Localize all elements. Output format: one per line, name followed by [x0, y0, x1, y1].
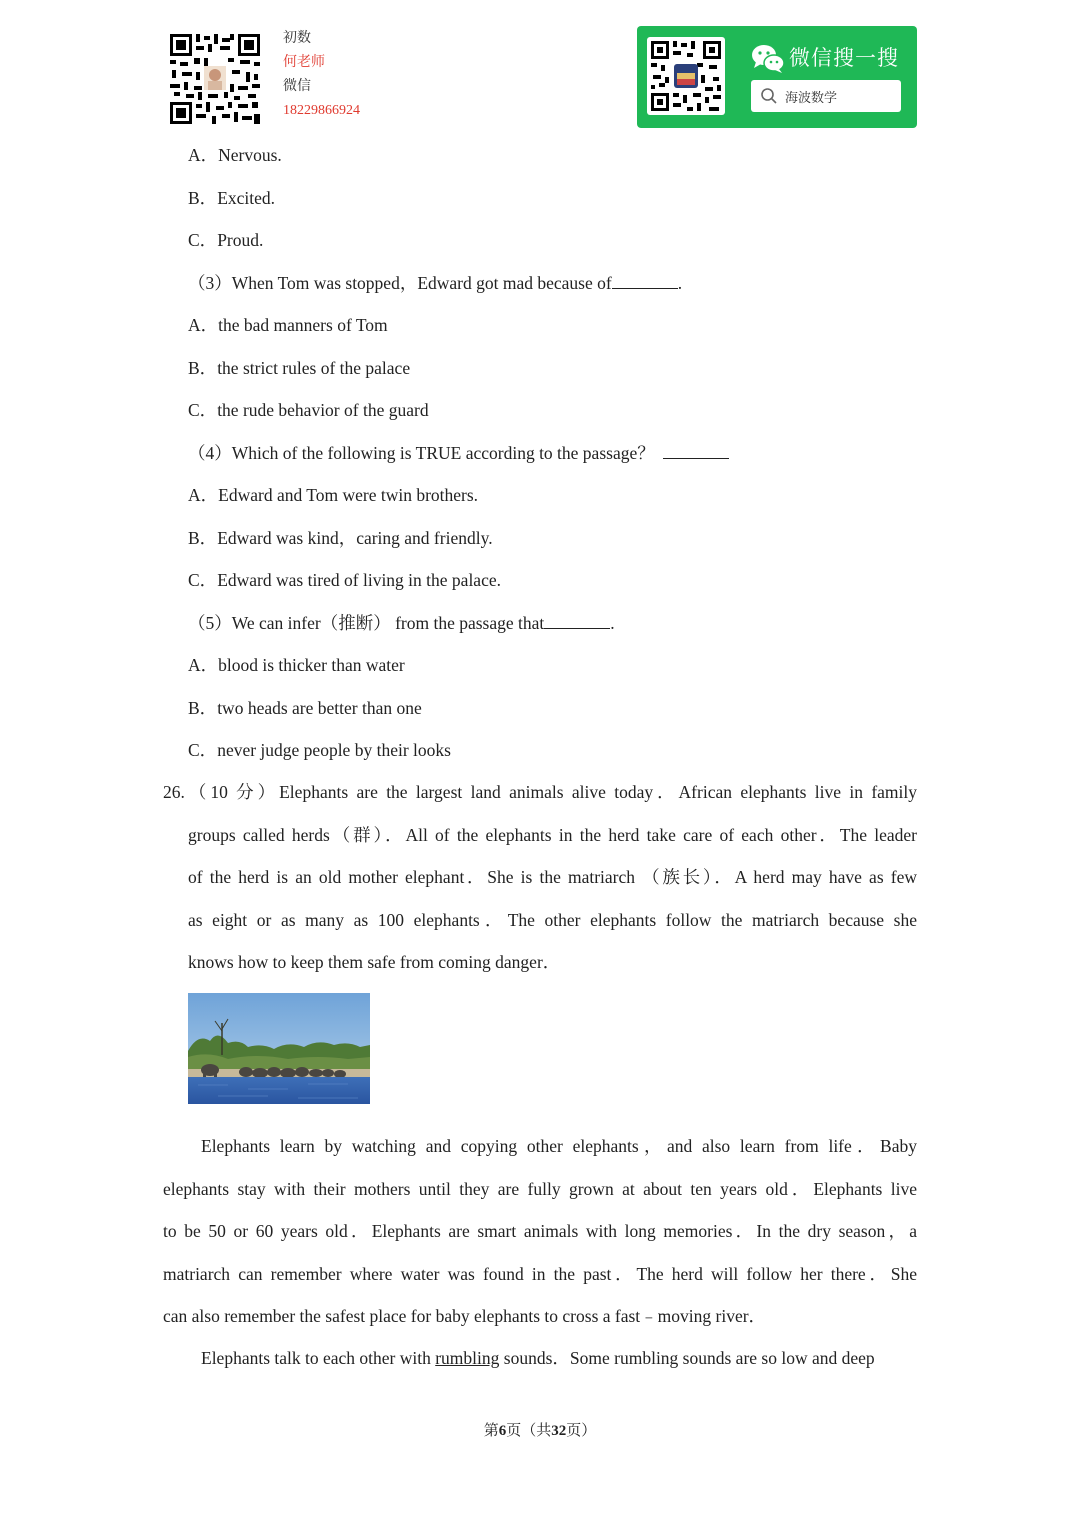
wechat-search-title: 微信搜一搜	[789, 46, 899, 70]
q3-option-a: A．the bad manners of Tom	[188, 315, 388, 335]
q5-option-c: C．never judge people by their looks	[188, 740, 451, 760]
passage2-line-1: Elephants learn by watching and copying other elephants，and also learn from life．Baby	[201, 1136, 917, 1156]
contact-line-teacher: 何老师	[283, 55, 325, 70]
q3-stem: （3）When Tom was stopped，Edward got mad because of .	[188, 273, 683, 293]
contact-line-subject: 初数	[283, 31, 311, 46]
answer-blank	[663, 444, 729, 459]
wechat-qr-code-icon	[647, 37, 725, 115]
q26-line-4: as eight or as many as 100 elephants．The other elephants follow the matriarch because she	[188, 910, 917, 930]
q5-option-a: A．blood is thicker than water	[188, 655, 405, 675]
passage3-line-1: Elephants talk to each other with rumbling sounds．Some rumbling sounds are so low and deep	[201, 1348, 875, 1368]
qr-code-icon	[168, 32, 262, 126]
q26-line-2: groups called herds（群）．All of the elephants in the herd take care of each other．The leader	[188, 825, 917, 845]
answer-blank	[544, 614, 610, 629]
contact-line-phone: 18229866924	[283, 103, 360, 118]
passage2-line-4: matriarch can remember where water was found in the past．The herd will follow her there．She	[163, 1264, 917, 1284]
q26-line-3: of the herd is an old mother elephant．She is the matriarch （族长）．A herd may have as few	[188, 867, 917, 887]
q3-option-c: C．the rude behavior of the guard	[188, 400, 429, 420]
q26-line-1: 26.（10 分）Elephants are the largest land animals alive today．African elephants live in family	[163, 782, 917, 802]
q4-option-b: B．Edward was kind，caring and friendly.	[188, 528, 493, 548]
q5-option-b: B．two heads are better than one	[188, 698, 422, 718]
q4-option-c: C．Edward was tired of living in the palace.	[188, 570, 501, 590]
contact-info	[283, 27, 360, 123]
current-page-number: 6	[498, 1423, 507, 1439]
wechat-logo-icon	[751, 44, 785, 79]
wechat-search-query: 海波数学	[785, 91, 838, 106]
q26-line-5: knows how to keep them safe from coming danger．	[188, 952, 561, 972]
q2-option-c: C．Proud.	[188, 230, 264, 250]
q4-stem: （4）Which of the following is TRUE according to the passage？	[188, 440, 729, 465]
total-page-number: 32	[551, 1423, 567, 1439]
q3-option-b: B．the strict rules of the palace	[188, 358, 411, 378]
wechat-search-banner	[637, 26, 917, 128]
answer-blank	[612, 274, 678, 289]
page-footer: 第6页（共32页）	[483, 1423, 597, 1439]
underlined-word: rumbling	[435, 1348, 500, 1368]
q2-option-b: B．Excited.	[188, 188, 276, 208]
contact-line-wechat: 微信	[283, 79, 311, 94]
q5-stem: （5）We can infer（推断） from the passage that .	[188, 613, 615, 633]
elephant-herd-photo	[188, 993, 370, 1104]
search-icon	[760, 87, 778, 110]
q4-option-a: A．Edward and Tom were twin brothers.	[188, 485, 479, 505]
passage2-line-5: can also remember the safest place for baby elephants to cross a fast﹣moving river．	[163, 1306, 767, 1326]
q2-option-a: A．Nervous.	[188, 145, 282, 165]
passage2-line-2: elephants stay with their mothers until they are fully grown at about ten years old．Elephants live	[163, 1179, 917, 1199]
passage2-line-3: to be 50 or 60 years old．Elephants are smart animals with long memories．In the dry season，a	[163, 1221, 917, 1241]
wechat-search-input[interactable]	[751, 80, 901, 112]
